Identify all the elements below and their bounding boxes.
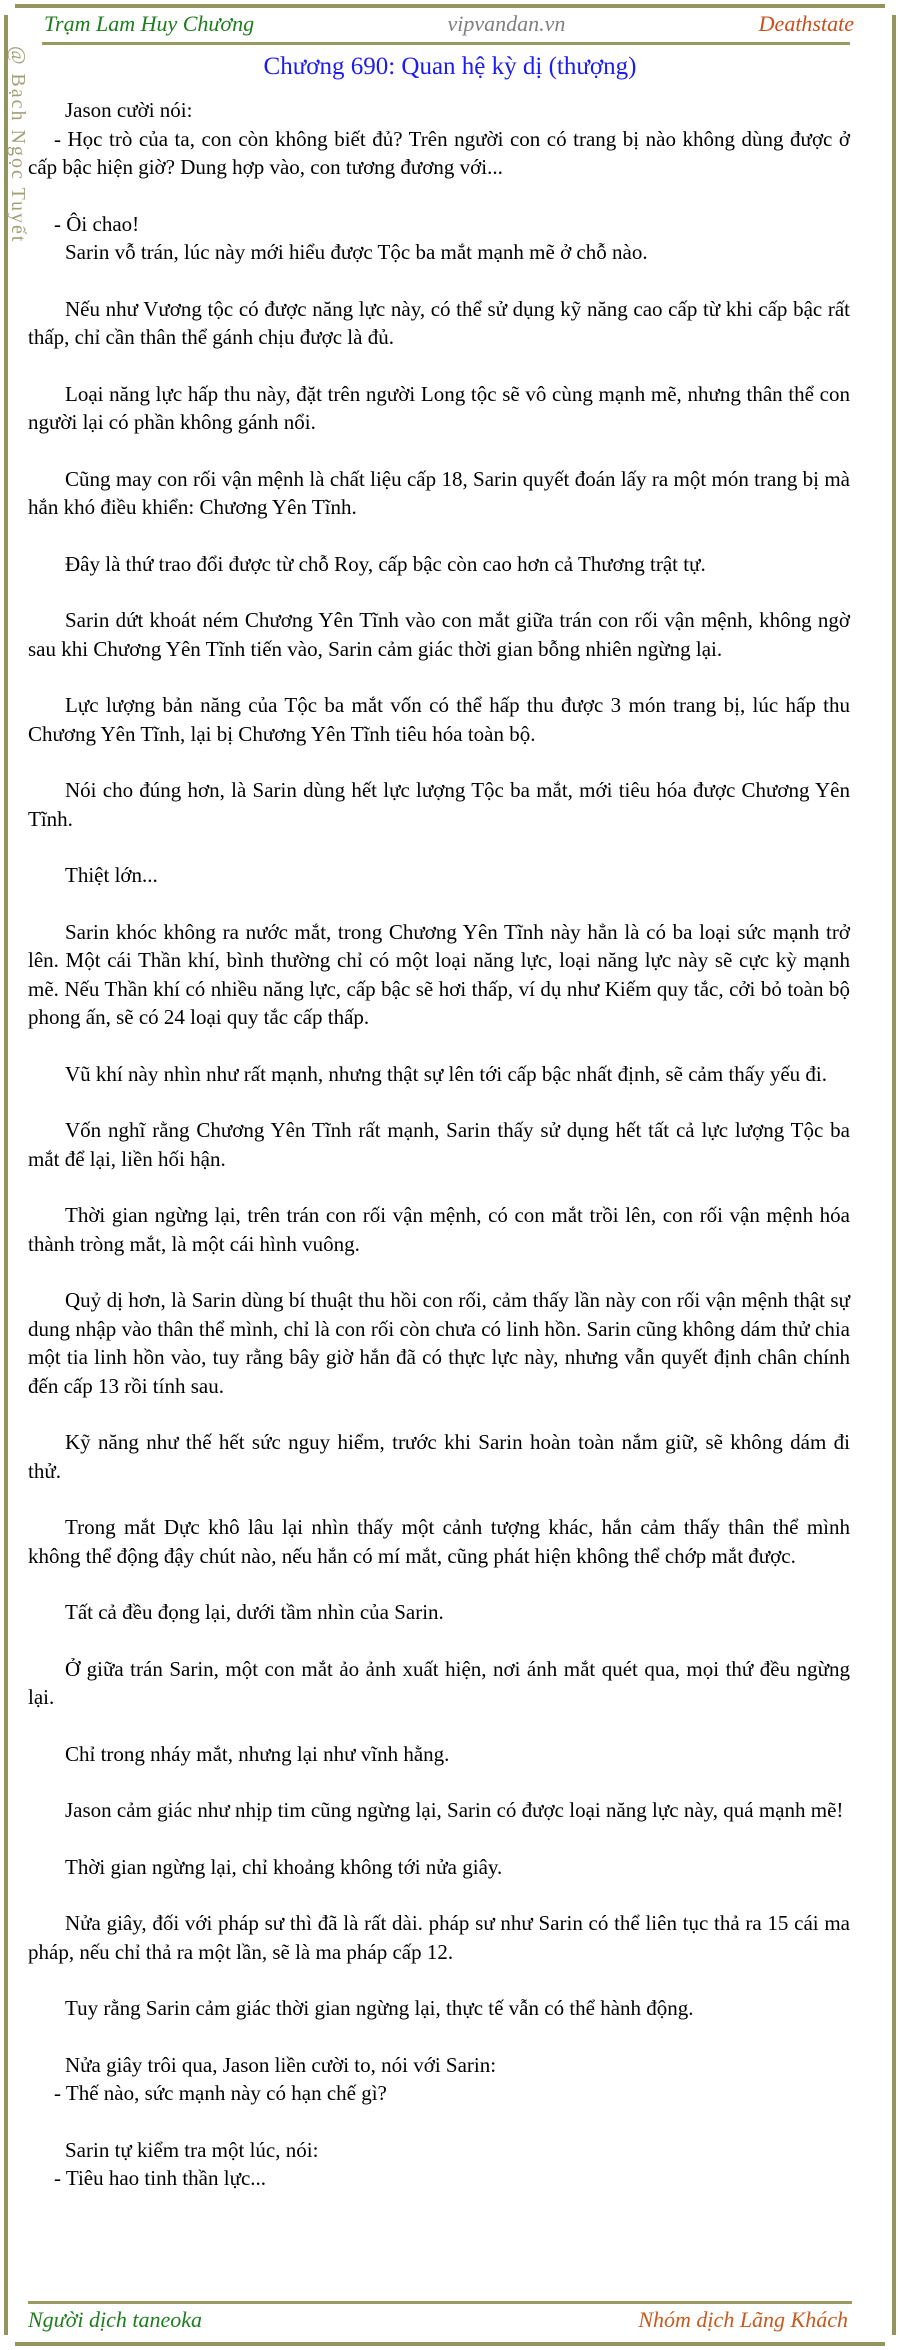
paragraph <box>28 1994 850 2023</box>
page-border-bottom <box>15 2342 885 2346</box>
paragraph <box>28 2136 850 2193</box>
paragraph <box>28 1513 850 1570</box>
paragraph <box>28 1740 850 1769</box>
text-line: Sarin khóc không ra nước mắt, trong Chương Yên Tĩnh này hẳn là có ba loại sức mạnh trở lên. Một cái Thần khí, bình thường chỉ có một loại năng lực, loại năng lực này sẽ cực kỳ mạnh mẽ. Nếu Thần khí có nhiều năng lực, cấp bậc sẽ hơi thấp, ví dụ như Kiếm quy tắc, cởi bỏ toàn bộ phong ấn, sẽ có 24 loại quy tắc cấp thấp. <box>28 919 850 1029</box>
text-line: Kỹ năng như thế hết sức nguy hiểm, trước khi Sarin hoàn toàn nắm giữ, sẽ không dám đi thử. <box>28 1430 850 1483</box>
text-line: Nửa giây trôi qua, Jason liền cười to, nói với Sarin: <box>65 2052 497 2077</box>
page-header <box>44 11 854 37</box>
site-name: vipvandan.vn <box>447 11 566 36</box>
footer-divider <box>28 2301 852 2304</box>
text-line: Thời gian ngừng lại, chỉ khoảng không tới nửa giây. <box>65 1854 503 1879</box>
paragraph <box>28 1201 850 1258</box>
paragraph <box>28 861 850 890</box>
text-line: Nói cho đúng hơn, là Sarin dùng hết lực lượng Tộc ba mắt, mới tiêu hóa được Chương Yên Tĩnh. <box>28 778 850 831</box>
paragraph <box>28 691 850 748</box>
text-line: Tuy rằng Sarin cảm giác thời gian ngừng lại, thực tế vẫn có thể hành động. <box>65 1996 694 2020</box>
text-line: Sarin vỗ trán, lúc này mới hiểu được Tộc ba mắt mạnh mẽ ở chỗ nào. <box>65 240 648 264</box>
text-line: Sarin tự kiểm tra một lúc, nói: <box>65 2137 319 2162</box>
text-line: Tất cả đều đọng lại, dưới tầm nhìn của Sarin. <box>65 1600 444 1624</box>
paragraph <box>28 1116 850 1173</box>
text-line: Vũ khí này nhìn như rất mạnh, nhưng thật sự lên tới cấp bậc nhất định, sẽ cảm thấy yếu đi. <box>65 1061 827 1086</box>
dialogue-line: - Thế nào, sức mạnh này có hạn chế gì? <box>54 2081 387 2105</box>
text-line: Sarin dứt khoát ném Chương Yên Tĩnh vào con mắt giữa trán con rối vận mệnh, không ngờ sau khi Chương Yên Tĩnh tiến vào, Sarin cảm giác thời gian bỗng nhiên ngừng lại. <box>28 608 850 661</box>
text-line: Thời gian ngừng lại, trên trán con rối vận mệnh, có con mắt trồi lên, con rối vận mệnh hóa thành tròng mắt, là một cái hình vuông. <box>28 1203 850 1256</box>
text-line: Đây là thứ trao đổi được từ chỗ Roy, cấp bậc còn cao hơn cả Thương trật tự. <box>65 551 706 576</box>
paragraph <box>28 1428 850 1485</box>
text-line: Jason cảm giác như nhịp tim cũng ngừng lại, Sarin có được loại năng lực này, quá mạnh mẽ! <box>65 1798 844 1822</box>
paragraph <box>28 1909 850 1966</box>
text-line: Thiệt lớn... <box>65 863 158 887</box>
paragraph <box>28 606 850 663</box>
watermark-vertical-text: @ Bạch Ngọc Tuyết <box>7 46 29 244</box>
dialogue-line: - Tiêu hao tinh thần lực... <box>54 2166 267 2190</box>
text-line: Trong mắt Dực khô lâu lại nhìn thấy một cảnh tượng khác, hắn cảm thấy thân thể mình không thể động đậy chút nào, nếu hắn có mí mắt, cũng phát hiện không thể chớp mắt được. <box>28 1515 850 1568</box>
paragraph <box>28 1060 850 1089</box>
paragraph <box>28 1853 850 1882</box>
paragraph <box>28 776 850 833</box>
text-line: Vốn nghĩ rằng Chương Yên Tĩnh rất mạnh, Sarin thấy sử dụng hết tất cả lực lượng Tộc ba mắt để lại, liền hối hận. <box>28 1118 850 1171</box>
paragraph <box>28 96 850 182</box>
text-line: Nửa giây, đối với pháp sư thì đã là rất dài. pháp sư như Sarin có thể liên tục thả ra 15 cái ma pháp, nếu chỉ thả ra một lần, sẽ là ma pháp cấp 12. <box>28 1911 850 1964</box>
text-line: Ở giữa trán Sarin, một con mắt ảo ảnh xuất hiện, nơi ánh mắt quét qua, mọi thứ đều ngừng lại. <box>28 1656 850 1709</box>
translation-group-credit: Nhóm dịch Lãng Khách <box>638 2307 848 2332</box>
text-line: Cũng may con rối vận mệnh là chất liệu cấp 18, Sarin quyết đoán lấy ra một món trang bị mà hắn khó điều khiển: Chương Yên Tĩnh. <box>28 466 850 519</box>
header-divider <box>42 42 850 45</box>
paragraph <box>28 2051 850 2108</box>
chapter-body <box>28 96 850 2193</box>
paragraph <box>28 1598 850 1627</box>
paragraph <box>28 550 850 579</box>
page-border-right <box>892 15 896 2335</box>
text-line: Lực lượng bản năng của Tộc ba mắt vốn có thể hấp thu được 3 món trang bị, lúc hấp thu Chương Yên Tĩnh, lại bị Chương Yên Tĩnh tiêu hóa toàn bộ. <box>28 693 850 746</box>
paragraph <box>28 295 850 352</box>
paragraph <box>28 918 850 1032</box>
paragraph <box>28 465 850 522</box>
paragraph <box>28 1796 850 1825</box>
text-line: Loại năng lực hấp thu này, đặt trên người Long tộc sẽ vô cùng mạnh mẽ, nhưng thân thể con người lại có phần không gánh nổi. <box>28 381 850 434</box>
page-border-top <box>15 4 885 8</box>
page-border-left <box>4 15 8 2335</box>
dialogue-line: - Học trò của ta, con còn không biết đủ? Trên người con có trang bị nào không dùng được ở cấp bậc hiện giờ? Dung hợp vào, con tương đương với... <box>28 126 850 179</box>
chapter-title: Chương 690: Quan hệ kỳ dị (thượng) <box>263 53 637 80</box>
paragraph <box>28 210 850 267</box>
text-line: Quỷ dị hơn, là Sarin dùng bí thuật thu hồi con rối, cảm thấy lần này con rối vận mệnh thật sự dung nhập vào thân thể mình, chỉ là con rối còn chưa có linh hồn. Sarin cũng không dám thử chia một tia linh hồn vào, tuy rằng bây giờ hắn đã có thực lực này, nhưng vẫn quyết định chân chính đến cấp 13 rồi tính sau. <box>28 1288 850 1398</box>
original-title: Deathstate <box>758 11 854 36</box>
text-line: Jason cười nói: <box>65 98 193 122</box>
paragraph <box>28 1655 850 1712</box>
text-line: Nếu như Vương tộc có được năng lực này, có thể sử dụng kỹ năng cao cấp từ khi cấp bậc rất thấp, chỉ cần thân thể gánh chịu được là đủ. <box>28 296 850 349</box>
story-title: Trạm Lam Huy Chương <box>44 11 255 36</box>
translator-credit: Người dịch taneoka <box>28 2307 203 2332</box>
dialogue-line: - Ôi chao! <box>54 211 140 236</box>
text-line: Chỉ trong nháy mắt, nhưng lại như vĩnh hằng. <box>65 1741 450 1766</box>
paragraph <box>28 380 850 437</box>
paragraph <box>28 1286 850 1400</box>
